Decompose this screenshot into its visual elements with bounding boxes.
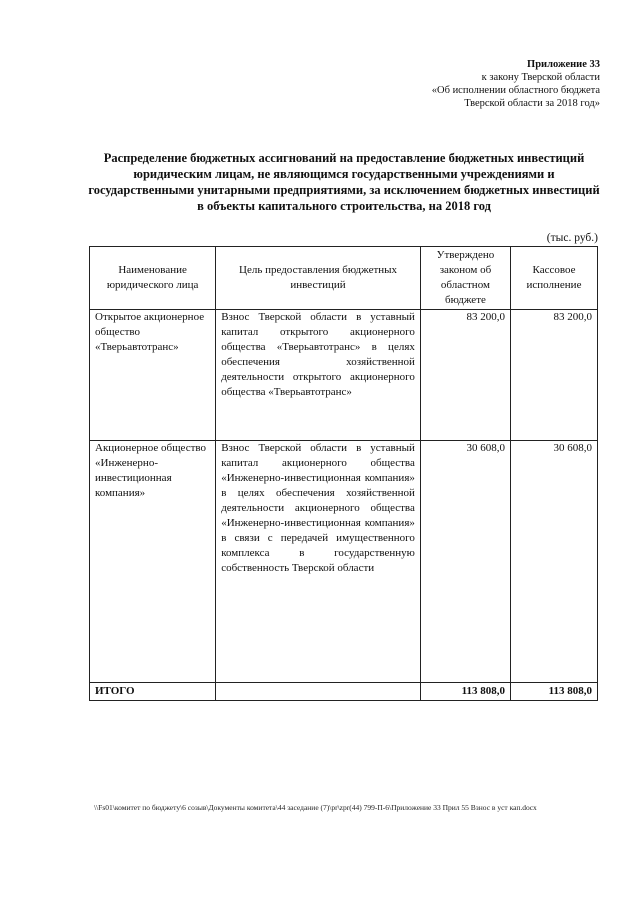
header-name: Наименование юридического лица [90, 247, 216, 310]
cell-approved: 30 608,0 [420, 441, 510, 683]
cell-purpose: Взнос Тверской области в уставный капитал акционерного общества «Инженерно-инвестиционная компания» в целях обеспечения хозяйственной деятельности акционерного общества «Инженерно-инвестиционная компания» в связи с передачей имущественного комплекса в государственную собственность Тверской области [216, 441, 421, 683]
table-row [90, 310, 598, 441]
appendix-line-1: к закону Тверской области [481, 72, 600, 83]
cell-approved: 83 200,0 [420, 310, 510, 441]
table-row [90, 441, 598, 683]
units-label: (тыс. руб.) [546, 232, 598, 244]
appendix-header [432, 58, 600, 110]
budget-table [89, 246, 598, 701]
appendix-line-2: «Об исполнении областного бюджета [431, 85, 600, 96]
total-label: ИТОГО [90, 683, 216, 701]
total-actual: 113 808,0 [511, 683, 598, 701]
total-row [90, 683, 598, 701]
table-header-row [90, 247, 598, 310]
document-title: Распределение бюджетных ассигнований на предоставление бюджетных инвестиций юридическим лицам, не являющимся государственными учреждениями и государственными унитарными предприятиями, за исключением бюджетных инвестиций в объекты капитального строительства, на 2018 год [88, 151, 600, 213]
cell-actual: 30 608,0 [511, 441, 598, 683]
cell-name: Открытое акционерное общество «Тверьавтотранс» [90, 310, 216, 441]
appendix-line-3: Тверской области за 2018 год» [464, 98, 600, 109]
cell-purpose: Взнос Тверской области в уставный капитал открытого акционерного общества «Тверьавтотранс» в целях обеспечения хозяйственной деятельности открытого акционерного общества «Тверьавтотранс» [216, 310, 421, 441]
file-path-footer: \\Fs01\комитет по бюджету\6 созыв\Документы комитета\44 заседание (7)\pr\zpr(44) 799-П-6\Приложение 33 Прил 55 Взнос в уст кап.docx [94, 803, 537, 812]
header-actual: Кассовое исполнение [511, 247, 598, 310]
total-approved: 113 808,0 [420, 683, 510, 701]
header-purpose: Цель предоставления бюджетных инвестиций [216, 247, 421, 310]
cell-actual: 83 200,0 [511, 310, 598, 441]
header-approved: Утверждено законом об областном бюджете [420, 247, 510, 310]
appendix-number: Приложение 33 [527, 59, 600, 70]
total-purpose [216, 683, 421, 701]
cell-name: Акционерное общество «Инженерно-инвестиционная компания» [90, 441, 216, 683]
